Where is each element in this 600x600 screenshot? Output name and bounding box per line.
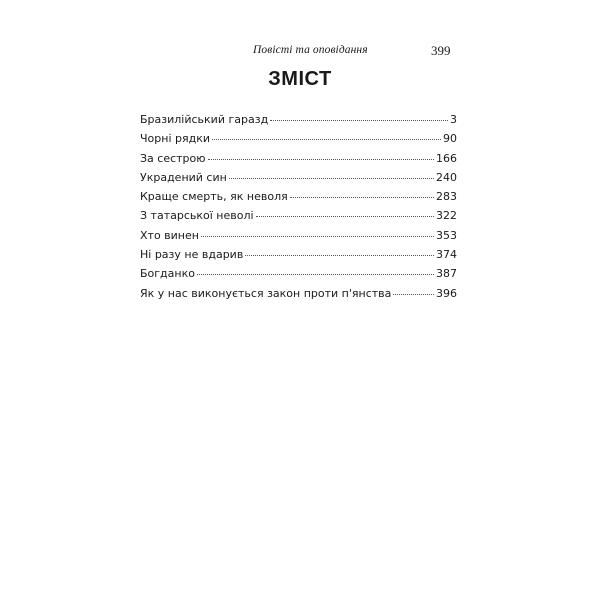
toc-entry <box>140 267 457 286</box>
toc-entry <box>140 229 457 248</box>
dot-leader <box>208 159 434 160</box>
running-head <box>0 44 600 64</box>
toc-entry <box>140 209 457 228</box>
toc-entry <box>140 132 457 151</box>
toc-entry-title: Чорні рядки <box>140 132 210 146</box>
toc-entry-page: 353 <box>436 228 457 242</box>
dot-leader <box>256 216 434 217</box>
toc-entry-title: За сестрою <box>140 151 206 165</box>
dot-leader <box>393 294 434 295</box>
toc-entry-title: З татарської неволі <box>140 209 254 223</box>
toc-entry <box>140 190 457 209</box>
table-of-contents <box>140 113 457 306</box>
toc-entry-page: 90 <box>443 132 457 146</box>
toc-entry-page: 387 <box>436 267 457 281</box>
toc-entry-title: Хто винен <box>140 228 199 242</box>
toc-entry <box>140 248 457 267</box>
toc-entry-page: 240 <box>436 170 457 184</box>
dot-leader <box>197 274 434 275</box>
toc-entry-title: Краще смерть, як неволя <box>140 190 288 204</box>
toc-entry-page: 3 <box>450 113 457 126</box>
toc-entry-title: Бразилійський гаразд <box>140 113 269 126</box>
dot-leader <box>270 120 448 121</box>
toc-entry-title: Богданко <box>140 267 195 281</box>
toc-entry-page: 166 <box>436 151 457 165</box>
dot-leader <box>245 255 434 256</box>
toc-entry-page: 374 <box>436 248 457 262</box>
toc-entry-page: 396 <box>436 286 457 300</box>
toc-entry <box>140 287 457 306</box>
running-title: Повісті та оповідання <box>253 44 368 56</box>
toc-entry <box>140 113 457 132</box>
toc-entry-page: 283 <box>436 190 457 204</box>
dot-leader <box>290 197 434 198</box>
toc-entry-title: Ні разу не вдарив <box>140 248 244 262</box>
dot-leader <box>201 236 434 237</box>
toc-heading: ЗМІСТ <box>268 68 332 90</box>
page-number: 399 <box>431 43 451 58</box>
dot-leader <box>229 178 434 179</box>
toc-entry <box>140 152 457 171</box>
dot-leader <box>212 139 441 140</box>
toc-entry-page: 322 <box>436 209 457 223</box>
toc-entry-title: Украдений син <box>140 170 227 184</box>
toc-entry <box>140 171 457 190</box>
toc-entry-title: Як у нас виконується закон проти п'янства <box>140 286 392 300</box>
